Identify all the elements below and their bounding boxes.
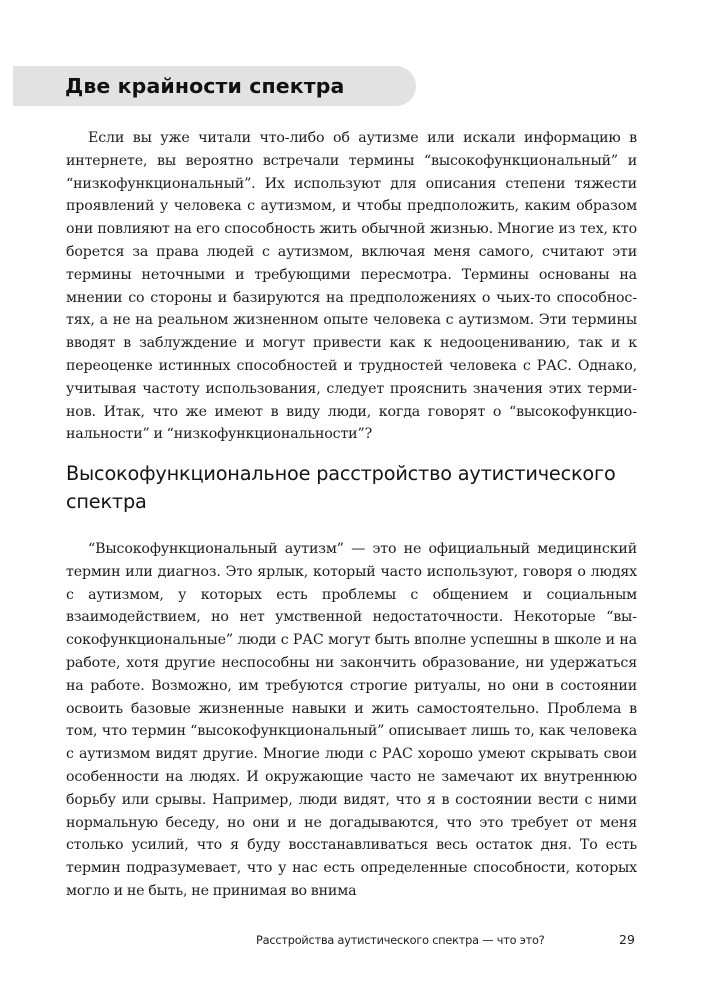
intro-paragraph: Если вы уже читали что-либо об аутизме или искали информацию в интернете, вы вероятно встречали термины “высокофункциональный” и “низкофункциональный”. Их используют для описания степени тяжести проявлений у человека с аутизмом, и чтобы предположить, каким образом они повлияют на его способность жить обычной жизнью. Многие из тех, кто борется за права людей с аутизмом, включая меня самого, считают эти термины неточными и требующими пересмотра. Термины основаны на мнении со стороны и базируются на предположениях о чьих-то способностях, а не на реальном жизненном опыте человека с аутизмом. Эти термины вводят в заблуждение и могут привести как к недооцениванию, так и к переоценке истинных способностей и трудностей человека с РАС. Однако, учитывая частоту использования, следует прояснить значения этих терминов. Итак, что же имеют в виду люди, когда говорят о “высокофункциональности” и “низкофункциональности”? [66,130,637,443]
subsection-paragraph: “Высокофункциональный аутизм” — это не официальный медицинский термин или диагноз. Это ярлык, который часто используют, говоря о людях с аутизмом, у которых есть проблемы с общением и социальным взаимодействием, но нет умственной недостаточности. Некоторые “высокофункциональные” люди с РАС могут быть вполне успешны в школе и на работе, хотя другие неспособны ни закончить образование, ни удержаться на работе. Возможно, им требуются строгие ритуалы, но они в состоянии освоить базовые жизненные навыки и жить самостоятельно. Проблема в том, что термин “высокофункциональный” описывает лишь то, как человека с аутизмом видят другие. Многие люди с РАС хорошо умеют скрывать свои особенности на людях. И окружающие часто не замечают их внутреннюю борьбу или срывы. Например, люди видят, что я в состоянии вести с ними нормальную беседу, но они и не догадываются, что это требует от меня столько усилий, что я буду восстанавливаться весь остаток дня. То есть термин подразумевает, что у нас есть определенные способности, которых могло и не быть, не принимая во внима [66,541,637,899]
running-footer-title: Расстройства аутистического спектра — что это? [256,934,545,947]
section-title: Две крайности спектра [65,74,345,98]
section-header-band [13,66,416,106]
subsection-heading: Высокофункциональное расстройство аутистического спектра [66,462,616,513]
page-number: 29 [619,932,635,947]
